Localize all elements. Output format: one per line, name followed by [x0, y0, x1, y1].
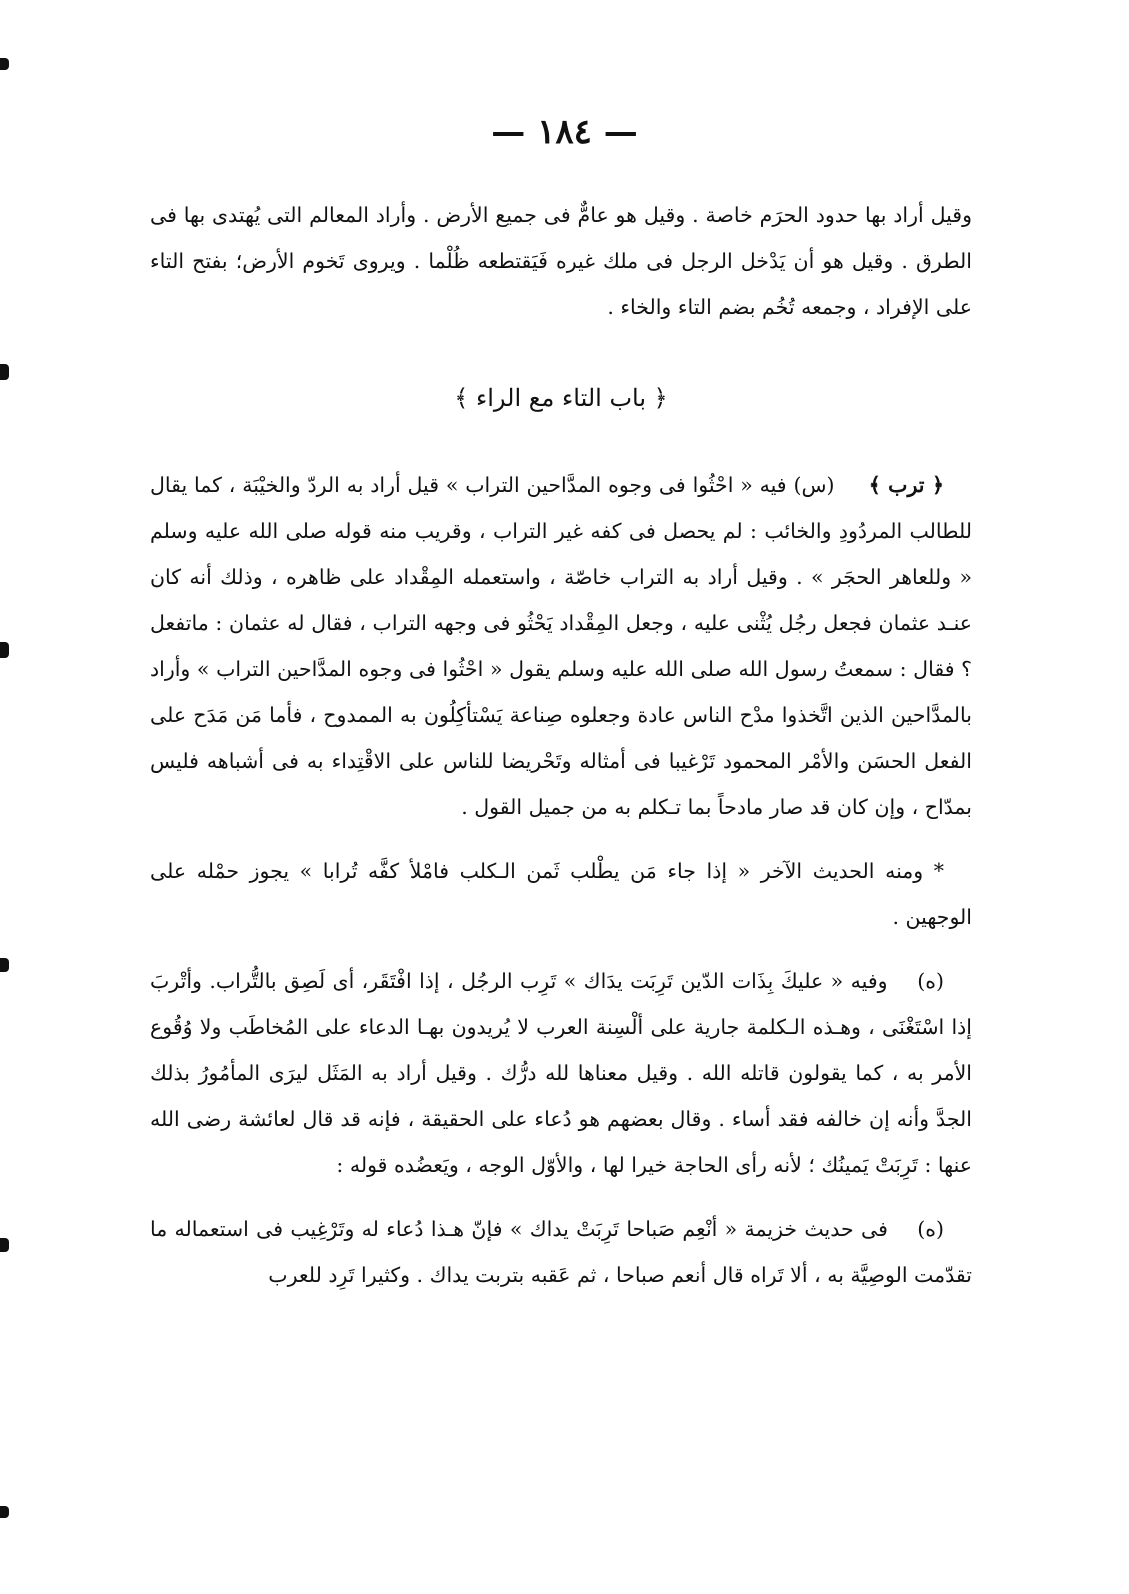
scan-edge-mark — [0, 642, 9, 658]
scan-edge-mark — [0, 364, 9, 380]
scan-edge-mark — [0, 58, 9, 70]
source-marker: (س) — [793, 473, 835, 497]
page-number: — ١٨٤ — — [491, 112, 638, 152]
source-marker: (ه) — [917, 1217, 944, 1241]
scan-edge-mark — [0, 958, 9, 972]
entry-text: فيه « احْثُوا فى وجوه المدَّاحين التراب » قيل أراد به الردّ والخيْبَة ، كما يقال للطالب المردُودِ والخائب : لم يحصل فى كفه غير التراب ، وقريب منه قوله صلى الله عليه وسلم « وللعاهر الحجَر » . وقيل أراد به التراب خاصّة ، واستعمله المِقْداد على ظاهره ، وذلك أنه كان عنـد عثمان فجعل رجُل يُثْنى عليه ، وجعل المِقْداد يَحْثُو فى وجهه التراب ، فقال له عثمان : ماتفعل ؟ فقال : سمعتُ رسول الله صلى الله عليه وسلم يقول « احْثُوا فى وجوه المدَّاحين التراب » وأراد بالمدَّاحين الذين اتَّخذوا مدْح الناس عادة وجعلوه صِناعة يَسْتأكِلُون به الممدوح ، فأما مَن مَدَح على الفعل الحسَن والأمْر المحمود تَرْغيبا فى أمثاله وتَحْريضا للناس على الاقْتِداء به فى أشباهه فليس بمدّاح ، وإن كان قد صار مادحاً بما تـكلم به من جميل القول . — [150, 473, 972, 819]
entry-headword: ﴿ ترب ﴾ — [868, 473, 944, 497]
entry-khuzayma — [150, 1206, 972, 1298]
entry-text: وفيه « عليكَ بِذَات الدّين تَرِبَت يدَاك » تَرِب الرجُل ، إذا افْتَقَر، أى لَصِق بالتُّراب. وأتْربَ إذا اسْتَغْنَى ، وهـذه الـكلمة جارية على ألْسِنة العرب لا يُريدون بهـا الدعاء على المُخاطَب ولا وُقُوع الأمر به ، كما يقولون قاتله الله . وقيل معناها لله درُّك . وقيل أراد به المَثَل ليرَى المأمُورُ بذلك الجدَّ وأنه إن خالفه فقد أساء . وقال بعضهم هو دُعاء على الحقيقة ، فإنه قد قال لعائشة رضى الله عنها : تَرِبَتْ يَمينُك ؛ لأنه رأى الحاجة خيرا لها ، والأوّل الوجه ، ويَعضُده قوله : — [150, 969, 972, 1177]
entry-hadith-kalb — [150, 848, 972, 940]
chapter-heading: ﴿ باب التاء مع الراء ﴾ — [454, 384, 668, 412]
entry-tarb — [150, 462, 972, 830]
source-marker: (ه) — [917, 969, 944, 993]
entry-text: فى حديث خزيمة « أنْعِم صَباحا تَرِبَتْ يداك » فإنّ هـذا دُعاء له وتَرْغِيب فى استعماله ما تقدّمت الوصِيَّة به ، ألا تَراه قال أنعم صباحا ، ثم عَقبه بتربت يداك . وكثيرا تَرِد للعرب — [150, 1217, 972, 1287]
main-text — [150, 192, 972, 1298]
entry-text: ومنه الحديث الآخر « إذا جاء مَن يطْلب ثَمن الـكلب فامْلأ كفَّه تُرابا » يجوز حمْله على الوجهين . — [150, 859, 972, 929]
entry-taribat — [150, 958, 972, 1188]
asterisk-marker: * — [933, 859, 944, 883]
scan-edge-mark — [0, 1506, 9, 1518]
paragraph-text: وقيل أراد بها حدود الحرَم خاصة . وقيل هو عامٌّ فى جميع الأرض . وأراد المعالم التى يُهتدى بها فى الطرق . وقيل هو أن يَدْخل الرجل فى ملك غيره فَيَقتطعه ظُلْما . ويروى تَخوم الأرض؛ بفتح التاء على الإفراد ، وجمعه تُخُم بضم التاء والخاء . — [150, 203, 972, 319]
intro-paragraph — [150, 192, 972, 330]
scan-edge-mark — [0, 1238, 9, 1252]
